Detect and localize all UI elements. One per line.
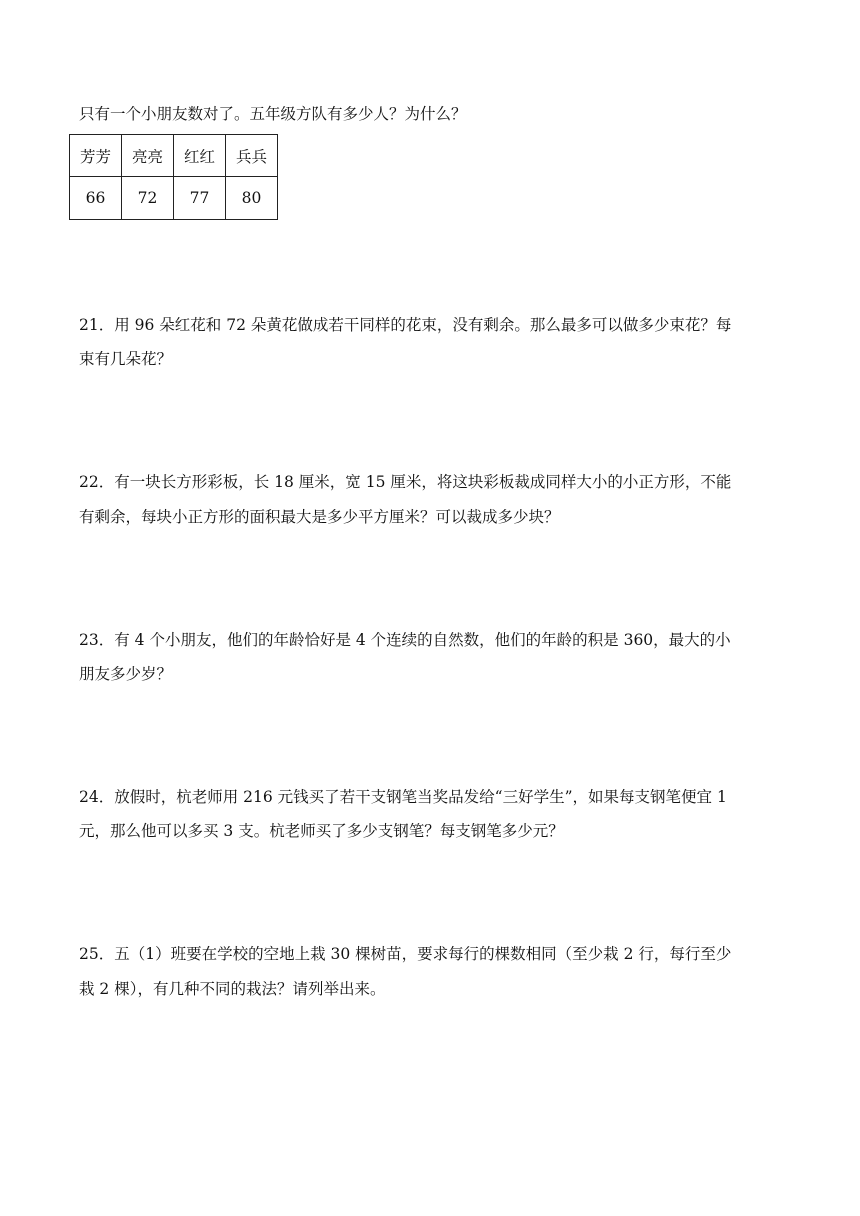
question-line: 元，那么他可以多买 3 支。杭老师买了多少支钢笔？每支钢笔多少元？ (79, 822, 564, 840)
table-value-cell: 80 (226, 177, 278, 220)
question-line: 栽 2 棵），有几种不同的栽法？请列举出来。 (79, 980, 386, 998)
question-line: 朋友多少岁？ (79, 665, 173, 683)
children-count-table (69, 134, 278, 220)
question-line: 21．用 96 朵红花和 72 朵黄花做成若干同样的花束，没有剩余。那么最多可以做多少束花？每 (79, 316, 732, 334)
table-header-cell: 红红 (174, 135, 226, 177)
table-header-row (70, 135, 278, 177)
intro-question-text: 只有一个小朋友数对了。五年级方队有多少人？为什么？ (79, 105, 467, 123)
table-header-cell: 兵兵 (226, 135, 278, 177)
question-line: 24．放假时，杭老师用 216 元钱买了若干支钢笔当奖品发给“三好学生”，如果每支钢笔便宜 1 (79, 788, 727, 806)
table-value-row (70, 177, 278, 220)
question-line: 束有几朵花？ (79, 350, 173, 368)
table-header-cell: 芳芳 (70, 135, 122, 177)
table-value-cell: 72 (122, 177, 174, 220)
table-header-cell: 亮亮 (122, 135, 174, 177)
question-line: 25．五（1）班要在学校的空地上栽 30 棵树苗，要求每行的棵数相同（至少栽 2 行，每行至少 (79, 945, 732, 963)
question-line: 23．有 4 个小朋友，他们的年龄恰好是 4 个连续的自然数，他们的年龄的积是 360，最大的小 (79, 631, 731, 649)
table-value-cell: 77 (174, 177, 226, 220)
table-value-cell: 66 (70, 177, 122, 220)
question-line: 有剩余，每块小正方形的面积最大是多少平方厘米？可以裁成多少块？ (79, 508, 560, 526)
question-line: 22．有一块长方形彩板，长 18 厘米，宽 15 厘米，将这块彩板裁成同样大小的小正方形，不能 (79, 473, 732, 491)
